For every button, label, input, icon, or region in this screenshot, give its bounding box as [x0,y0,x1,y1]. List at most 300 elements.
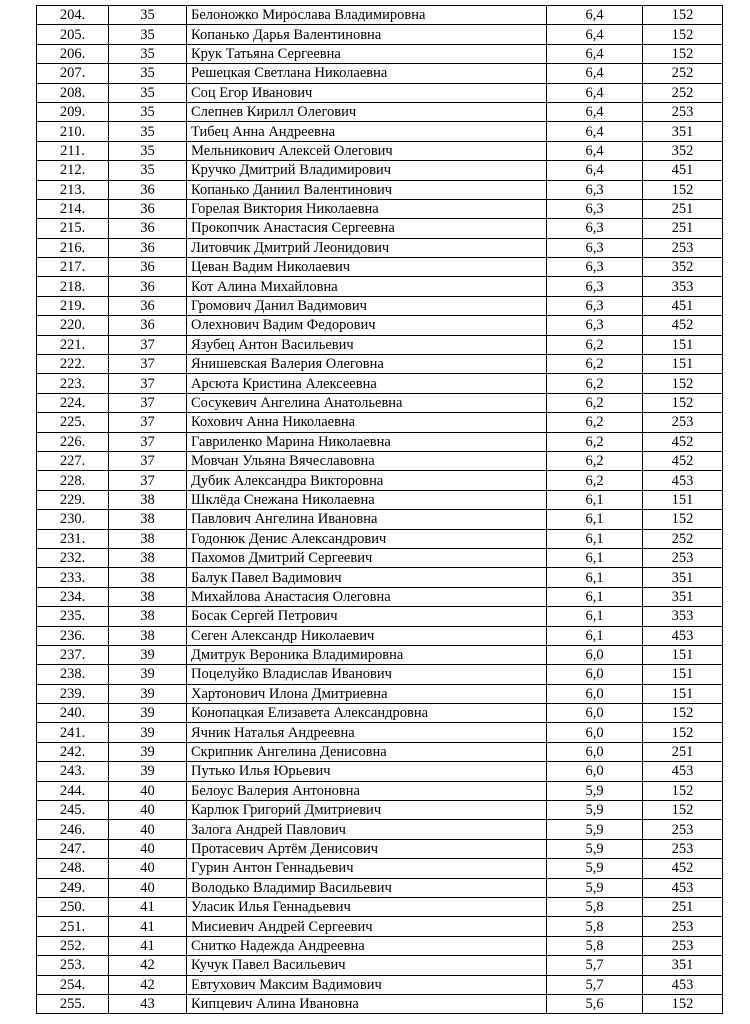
group-cell: 36 [109,258,187,277]
row-number-cell: 221. [37,335,109,354]
row-number-cell: 233. [37,568,109,587]
group-cell: 36 [109,180,187,199]
code-cell: 152 [643,374,723,393]
full-name-cell: Уласик Илья Геннадьевич [187,897,547,916]
group-cell: 41 [109,936,187,955]
full-name-cell: Сеген Александр Николаевич [187,626,547,645]
row-number-cell: 252. [37,936,109,955]
full-name-cell: Путько Илья Юрьевич [187,762,547,781]
score-cell: 5,9 [547,878,643,897]
code-cell: 452 [643,859,723,878]
full-name-cell: Шклёда Снежана Николаевна [187,490,547,509]
ranking-table [36,5,723,1014]
table-row [37,44,723,63]
row-number-cell: 228. [37,471,109,490]
score-cell: 6,2 [547,393,643,412]
score-cell: 6,0 [547,762,643,781]
row-number-cell: 208. [37,83,109,102]
table-row [37,626,723,645]
row-number-cell: 246. [37,820,109,839]
code-cell: 252 [643,83,723,102]
code-cell: 152 [643,781,723,800]
row-number-cell: 240. [37,704,109,723]
code-cell: 253 [643,820,723,839]
score-cell: 5,9 [547,859,643,878]
code-cell: 353 [643,277,723,296]
full-name-cell: Михайлова Анастасия Олеговна [187,587,547,606]
ranking-table-body [37,6,723,1014]
table-row [37,161,723,180]
group-cell: 40 [109,801,187,820]
row-number-cell: 229. [37,490,109,509]
row-number-cell: 210. [37,122,109,141]
code-cell: 253 [643,238,723,257]
table-row [37,936,723,955]
code-cell: 351 [643,956,723,975]
full-name-cell: Прокопчик Анастасия Сергеевна [187,219,547,238]
table-row [37,801,723,820]
code-cell: 253 [643,839,723,858]
full-name-cell: Горелая Виктория Николаевна [187,199,547,218]
score-cell: 5,6 [547,994,643,1013]
score-cell: 6,0 [547,742,643,761]
group-cell: 36 [109,238,187,257]
table-row [37,25,723,44]
score-cell: 6,1 [547,529,643,548]
full-name-cell: Дмитрук Вероника Владимировна [187,645,547,664]
code-cell: 253 [643,413,723,432]
row-number-cell: 218. [37,277,109,296]
row-number-cell: 223. [37,374,109,393]
table-row [37,393,723,412]
group-cell: 43 [109,994,187,1013]
table-row [37,548,723,567]
group-cell: 35 [109,44,187,63]
table-row [37,64,723,83]
code-cell: 351 [643,122,723,141]
code-cell: 152 [643,510,723,529]
score-cell: 5,8 [547,936,643,955]
full-name-cell: Гавриленко Марина Николаевна [187,432,547,451]
code-cell: 453 [643,626,723,645]
full-name-cell: Копанько Даниил Валентинович [187,180,547,199]
group-cell: 38 [109,587,187,606]
row-number-cell: 219. [37,296,109,315]
full-name-cell: Скрипник Ангелина Денисовна [187,742,547,761]
table-row [37,510,723,529]
row-number-cell: 254. [37,975,109,994]
group-cell: 39 [109,762,187,781]
row-number-cell: 222. [37,355,109,374]
table-row [37,587,723,606]
code-cell: 352 [643,141,723,160]
row-number-cell: 244. [37,781,109,800]
code-cell: 152 [643,704,723,723]
group-cell: 40 [109,820,187,839]
row-number-cell: 205. [37,25,109,44]
group-cell: 35 [109,6,187,25]
group-cell: 35 [109,141,187,160]
group-cell: 37 [109,451,187,470]
table-row [37,684,723,703]
score-cell: 5,9 [547,801,643,820]
row-number-cell: 220. [37,316,109,335]
row-number-cell: 225. [37,413,109,432]
table-row [37,355,723,374]
table-row [37,781,723,800]
code-cell: 452 [643,432,723,451]
full-name-cell: Цеван Вадим Николаевич [187,258,547,277]
table-row [37,141,723,160]
table-row [37,238,723,257]
code-cell: 253 [643,102,723,121]
row-number-cell: 248. [37,859,109,878]
group-cell: 40 [109,781,187,800]
table-row [37,762,723,781]
table-row [37,335,723,354]
score-cell: 6,0 [547,704,643,723]
full-name-cell: Евтухович Максим Вадимович [187,975,547,994]
table-row [37,83,723,102]
score-cell: 5,7 [547,956,643,975]
code-cell: 251 [643,199,723,218]
full-name-cell: Ячник Наталья Андреевна [187,723,547,742]
group-cell: 35 [109,102,187,121]
row-number-cell: 234. [37,587,109,606]
full-name-cell: Крук Татьяна Сергеевна [187,44,547,63]
full-name-cell: Кипцевич Алина Ивановна [187,994,547,1013]
score-cell: 6,3 [547,296,643,315]
score-cell: 5,9 [547,820,643,839]
full-name-cell: Белоножко Мирослава Владимировна [187,6,547,25]
score-cell: 6,4 [547,25,643,44]
table-row [37,316,723,335]
row-number-cell: 242. [37,742,109,761]
group-cell: 37 [109,393,187,412]
score-cell: 6,3 [547,199,643,218]
full-name-cell: Кручко Дмитрий Владимирович [187,161,547,180]
score-cell: 6,1 [547,490,643,509]
group-cell: 35 [109,25,187,44]
score-cell: 6,3 [547,277,643,296]
code-cell: 351 [643,568,723,587]
code-cell: 452 [643,451,723,470]
row-number-cell: 206. [37,44,109,63]
full-name-cell: Тибец Анна Андреевна [187,122,547,141]
score-cell: 6,4 [547,102,643,121]
full-name-cell: Балук Павел Вадимович [187,568,547,587]
table-row [37,432,723,451]
row-number-cell: 247. [37,839,109,858]
row-number-cell: 207. [37,64,109,83]
full-name-cell: Пахомов Дмитрий Сергеевич [187,548,547,567]
table-row [37,6,723,25]
code-cell: 151 [643,355,723,374]
group-cell: 36 [109,277,187,296]
table-row [37,859,723,878]
code-cell: 451 [643,296,723,315]
score-cell: 6,1 [547,510,643,529]
full-name-cell: Сосукевич Ангелина Анатольевна [187,393,547,412]
row-number-cell: 216. [37,238,109,257]
full-name-cell: Арсюта Кристина Алексеевна [187,374,547,393]
full-name-cell: Мовчан Ульяна Вячеславовна [187,451,547,470]
score-cell: 6,2 [547,355,643,374]
table-row [37,839,723,858]
table-row [37,723,723,742]
table-row [37,413,723,432]
group-cell: 37 [109,432,187,451]
row-number-cell: 227. [37,451,109,470]
row-number-cell: 212. [37,161,109,180]
row-number-cell: 215. [37,219,109,238]
group-cell: 39 [109,742,187,761]
code-cell: 453 [643,878,723,897]
code-cell: 251 [643,742,723,761]
row-number-cell: 250. [37,897,109,916]
code-cell: 252 [643,64,723,83]
full-name-cell: Кучук Павел Васильевич [187,956,547,975]
score-cell: 5,9 [547,781,643,800]
code-cell: 151 [643,665,723,684]
full-name-cell: Протасевич Артём Денисович [187,839,547,858]
score-cell: 5,8 [547,917,643,936]
full-name-cell: Годонюк Денис Александрович [187,529,547,548]
group-cell: 37 [109,374,187,393]
group-cell: 38 [109,510,187,529]
table-row [37,897,723,916]
full-name-cell: Решецкая Светлана Николаевна [187,64,547,83]
table-row [37,704,723,723]
score-cell: 6,0 [547,645,643,664]
full-name-cell: Залога Андрей Павлович [187,820,547,839]
group-cell: 36 [109,219,187,238]
full-name-cell: Гурин Антон Геннадьевич [187,859,547,878]
full-name-cell: Мисиевич Андрей Сергеевич [187,917,547,936]
score-cell: 5,7 [547,975,643,994]
row-number-cell: 213. [37,180,109,199]
code-cell: 251 [643,219,723,238]
score-cell: 6,2 [547,432,643,451]
group-cell: 36 [109,199,187,218]
full-name-cell: Янишевская Валерия Олеговна [187,355,547,374]
code-cell: 453 [643,762,723,781]
group-cell: 35 [109,161,187,180]
full-name-cell: Павлович Ангелина Ивановна [187,510,547,529]
score-cell: 6,3 [547,219,643,238]
code-cell: 451 [643,161,723,180]
score-cell: 6,4 [547,122,643,141]
row-number-cell: 209. [37,102,109,121]
table-row [37,219,723,238]
row-number-cell: 204. [37,6,109,25]
group-cell: 39 [109,645,187,664]
table-row [37,607,723,626]
table-row [37,180,723,199]
group-cell: 39 [109,665,187,684]
full-name-cell: Босак Сергей Петрович [187,607,547,626]
code-cell: 251 [643,897,723,916]
full-name-cell: Язубец Антон Васильевич [187,335,547,354]
full-name-cell: Слепнев Кирилл Олегович [187,102,547,121]
score-cell: 6,3 [547,316,643,335]
full-name-cell: Володько Владимир Васильевич [187,878,547,897]
score-cell: 6,4 [547,44,643,63]
full-name-cell: Белоус Валерия Антоновна [187,781,547,800]
row-number-cell: 217. [37,258,109,277]
row-number-cell: 226. [37,432,109,451]
group-cell: 38 [109,529,187,548]
table-row [37,529,723,548]
row-number-cell: 235. [37,607,109,626]
table-row [37,878,723,897]
code-cell: 253 [643,548,723,567]
group-cell: 35 [109,122,187,141]
score-cell: 6,1 [547,548,643,567]
full-name-cell: Копанько Дарья Валентиновна [187,25,547,44]
score-cell: 6,1 [547,607,643,626]
code-cell: 452 [643,316,723,335]
code-cell: 353 [643,607,723,626]
group-cell: 42 [109,975,187,994]
row-number-cell: 224. [37,393,109,412]
table-row [37,568,723,587]
group-cell: 42 [109,956,187,975]
row-number-cell: 255. [37,994,109,1013]
group-cell: 37 [109,335,187,354]
table-row [37,994,723,1013]
row-number-cell: 237. [37,645,109,664]
row-number-cell: 253. [37,956,109,975]
full-name-cell: Соц Егор Иванович [187,83,547,102]
row-number-cell: 245. [37,801,109,820]
table-row [37,975,723,994]
group-cell: 37 [109,471,187,490]
full-name-cell: Дубик Александра Викторовна [187,471,547,490]
row-number-cell: 251. [37,917,109,936]
group-cell: 40 [109,839,187,858]
row-number-cell: 214. [37,199,109,218]
group-cell: 38 [109,548,187,567]
code-cell: 253 [643,936,723,955]
group-cell: 37 [109,413,187,432]
group-cell: 39 [109,704,187,723]
code-cell: 152 [643,801,723,820]
score-cell: 6,0 [547,723,643,742]
table-row [37,820,723,839]
score-cell: 6,0 [547,665,643,684]
score-cell: 6,1 [547,568,643,587]
full-name-cell: Литовчик Дмитрий Леонидович [187,238,547,257]
score-cell: 6,4 [547,6,643,25]
table-row [37,490,723,509]
table-row [37,374,723,393]
full-name-cell: Хартонович Илона Дмитриевна [187,684,547,703]
group-cell: 39 [109,723,187,742]
score-cell: 6,4 [547,161,643,180]
table-row [37,122,723,141]
group-cell: 35 [109,83,187,102]
code-cell: 152 [643,25,723,44]
group-cell: 40 [109,878,187,897]
row-number-cell: 231. [37,529,109,548]
code-cell: 252 [643,529,723,548]
full-name-cell: Кохович Анна Николаевна [187,413,547,432]
score-cell: 6,4 [547,64,643,83]
code-cell: 453 [643,471,723,490]
code-cell: 253 [643,917,723,936]
group-cell: 39 [109,684,187,703]
full-name-cell: Снитко Надежда Андреевна [187,936,547,955]
score-cell: 5,8 [547,897,643,916]
full-name-cell: Карлюк Григорий Дмитриевич [187,801,547,820]
group-cell: 38 [109,626,187,645]
score-cell: 6,2 [547,451,643,470]
score-cell: 6,2 [547,413,643,432]
group-cell: 41 [109,917,187,936]
code-cell: 151 [643,645,723,664]
row-number-cell: 236. [37,626,109,645]
code-cell: 152 [643,6,723,25]
score-cell: 6,2 [547,335,643,354]
score-cell: 6,1 [547,626,643,645]
score-cell: 6,3 [547,180,643,199]
row-number-cell: 241. [37,723,109,742]
score-cell: 6,4 [547,83,643,102]
group-cell: 36 [109,296,187,315]
table-row [37,296,723,315]
score-cell: 5,9 [547,839,643,858]
group-cell: 38 [109,568,187,587]
score-cell: 6,2 [547,471,643,490]
code-cell: 151 [643,335,723,354]
full-name-cell: Кот Алина Михайловна [187,277,547,296]
code-cell: 152 [643,44,723,63]
table-row [37,917,723,936]
row-number-cell: 232. [37,548,109,567]
table-row [37,258,723,277]
table-row [37,742,723,761]
table-row [37,665,723,684]
group-cell: 36 [109,316,187,335]
row-number-cell: 211. [37,141,109,160]
code-cell: 151 [643,490,723,509]
row-number-cell: 238. [37,665,109,684]
group-cell: 37 [109,355,187,374]
full-name-cell: Поцелуйко Владислав Иванович [187,665,547,684]
code-cell: 151 [643,684,723,703]
group-cell: 38 [109,490,187,509]
table-row [37,102,723,121]
row-number-cell: 243. [37,762,109,781]
code-cell: 152 [643,180,723,199]
score-cell: 6,2 [547,374,643,393]
code-cell: 453 [643,975,723,994]
code-cell: 352 [643,258,723,277]
full-name-cell: Мельникович Алексей Олегович [187,141,547,160]
table-row [37,277,723,296]
score-cell: 6,3 [547,238,643,257]
row-number-cell: 249. [37,878,109,897]
code-cell: 152 [643,723,723,742]
row-number-cell: 239. [37,684,109,703]
group-cell: 38 [109,607,187,626]
score-cell: 6,4 [547,141,643,160]
group-cell: 41 [109,897,187,916]
score-cell: 6,1 [547,587,643,606]
table-row [37,451,723,470]
score-cell: 6,3 [547,258,643,277]
